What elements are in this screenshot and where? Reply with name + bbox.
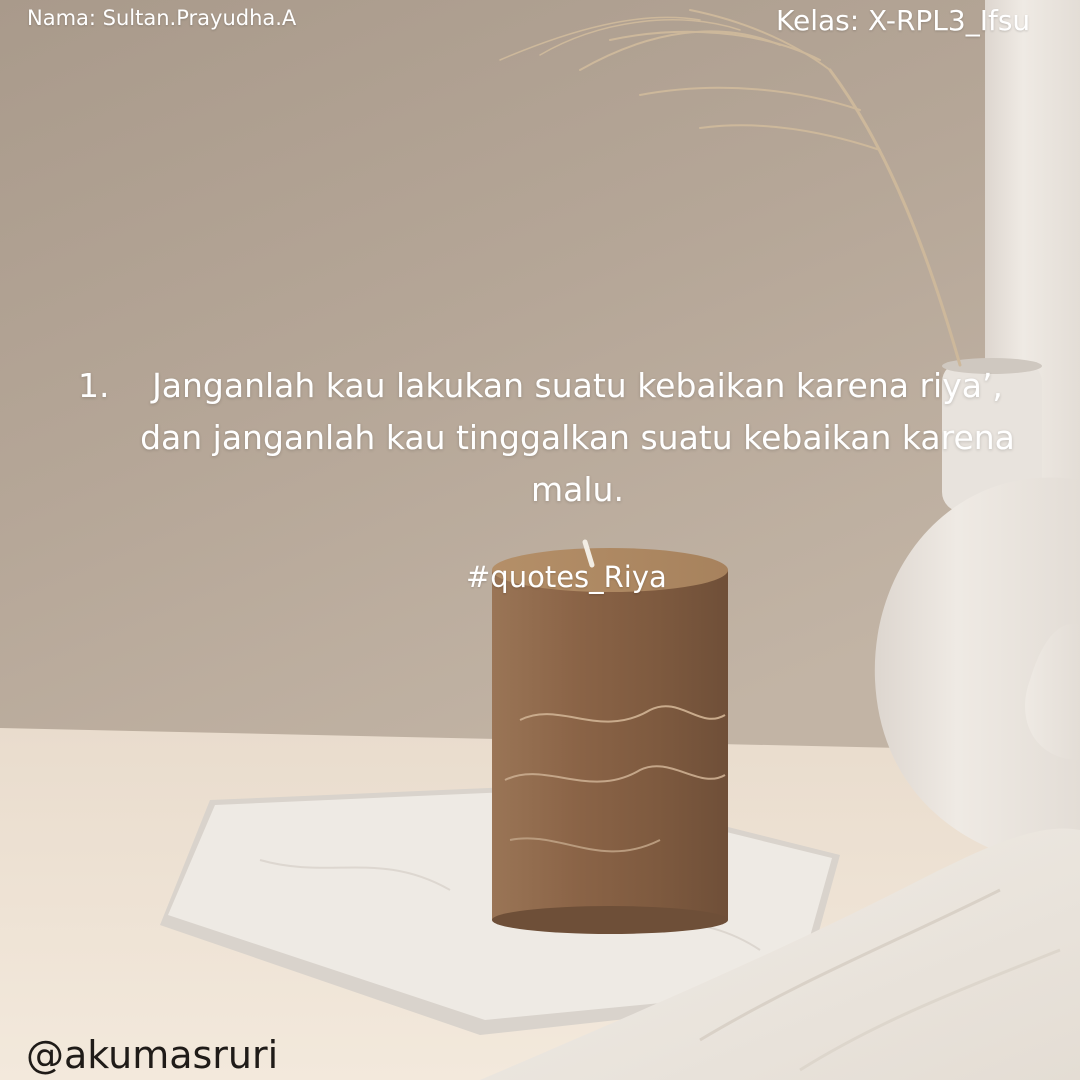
class-label: Kelas: X-RPL3_Ifsu <box>776 4 1031 37</box>
quote-number: 1. <box>78 366 110 405</box>
hashtag: #quotes_Riya <box>466 560 667 594</box>
quote-text: Janganlah kau lakukan suatu kebaikan karena riya’, dan janganlah kau tinggalkan suatu kebaikan karena malu. <box>140 366 1015 509</box>
author-handle: @akumasruri <box>26 1033 279 1077</box>
quote-block <box>70 360 1030 516</box>
candle <box>492 542 728 934</box>
name-label: Nama: Sultan.Prayudha.A <box>27 6 297 30</box>
